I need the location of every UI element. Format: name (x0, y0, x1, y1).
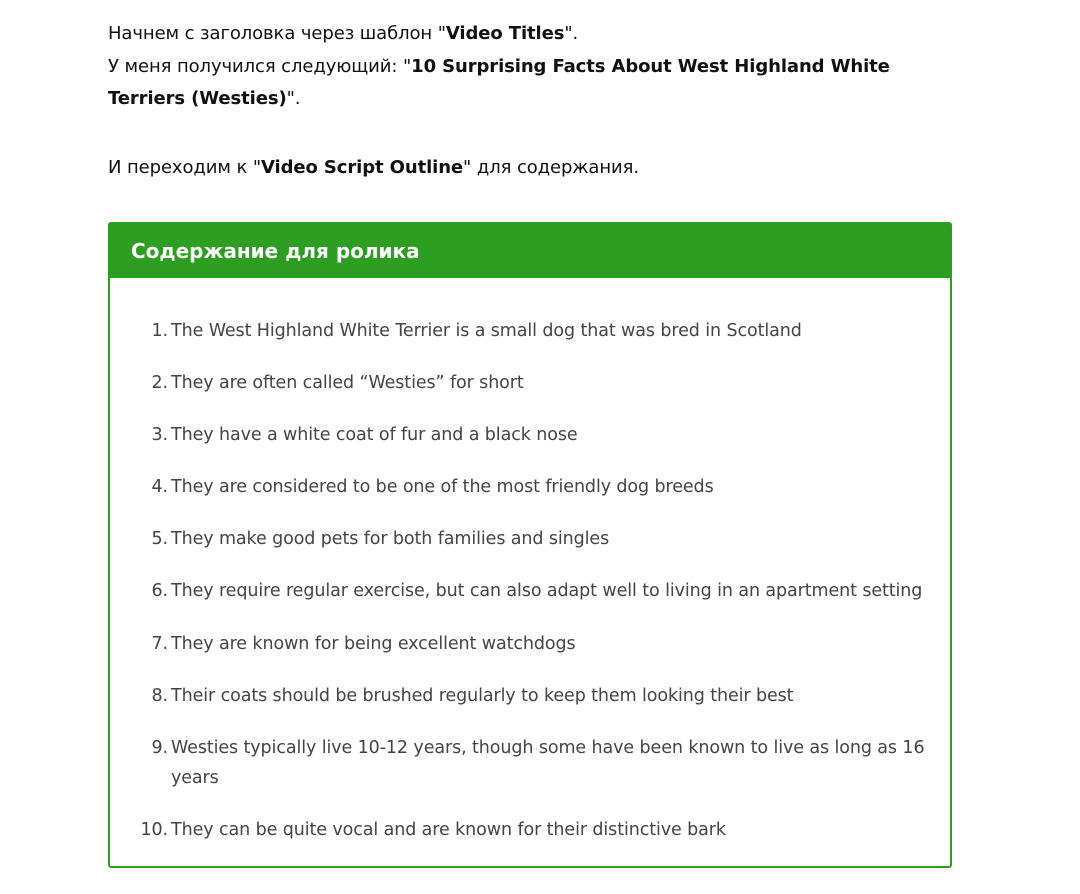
outline-item-text: They are considered to be one of the most friendly dog breeds (171, 477, 714, 498)
outline-item-text: They have a white coat of fur and a black nose (171, 425, 578, 446)
outline-item (110, 316, 950, 347)
outline-item (110, 681, 950, 712)
intro-line2-prefix: У меня получился следующий: " (108, 55, 412, 77)
article (108, 0, 952, 841)
outline-item-text: Their coats should be brushed regularly to keep them looking their best (171, 685, 794, 706)
intro-line3-suffix: " для содержания. (463, 156, 639, 178)
outline-item-text: They are known for being excellent watchdogs (171, 633, 576, 654)
intro-line1-suffix: ". (564, 23, 579, 44)
paragraph-spacer (108, 116, 952, 152)
outline-item-number: 8. (151, 685, 168, 706)
outline-item-number: 4. (151, 477, 168, 498)
generated-video-title: 10 Surprising Facts About West Highland White Terriers (Westies) (108, 55, 890, 109)
outline-item-text: They require regular exercise, but can also adapt well to living in an apartment setting (171, 581, 923, 602)
outline-box (108, 222, 952, 868)
outline-item-number: 7. (151, 633, 168, 654)
outline-item-text: The West Highland White Terrier is a small dog that was bred in Scotland (171, 321, 802, 341)
outline-item-number: 3. (151, 425, 168, 446)
outline-item (110, 472, 950, 503)
outline-item (110, 629, 950, 660)
outline-item-text: They make good pets for both families and singles (171, 529, 610, 550)
outline-item (110, 815, 950, 846)
outline-box-header: Содержание для ролика (110, 224, 950, 278)
outline-item-text: They are often called “Westies” for short (171, 373, 524, 394)
video-script-outline-template-name: Video Script Outline (261, 156, 464, 178)
outline-item-number: 9. (151, 737, 168, 758)
outline-item-number: 6. (151, 581, 168, 602)
outline-item-number: 1. (151, 321, 168, 341)
video-titles-template-name: Video Titles (445, 23, 565, 44)
outline-item (110, 524, 950, 555)
outline-intro-paragraph (108, 152, 952, 185)
outline-item-text: They can be quite vocal and are known for their distinctive bark (171, 820, 726, 841)
outline-item-number: 2. (151, 373, 168, 394)
intro-paragraph (108, 0, 952, 116)
outline-item-number: 10. (140, 820, 168, 841)
intro-line2-suffix: ". (286, 88, 301, 109)
outline-list (110, 316, 950, 867)
outline-item-number: 5. (151, 529, 168, 550)
outline-item (110, 733, 950, 794)
intro-line1-prefix: Начнем с заголовка через шаблон " (108, 23, 446, 44)
outline-item (110, 420, 950, 451)
outline-item-text: Westies typically live 10-12 years, though some have been known to live as long as 16 years (171, 737, 925, 789)
outline-item (110, 576, 950, 607)
outline-item (110, 368, 950, 399)
intro-line3-prefix: И переходим к " (108, 156, 262, 178)
